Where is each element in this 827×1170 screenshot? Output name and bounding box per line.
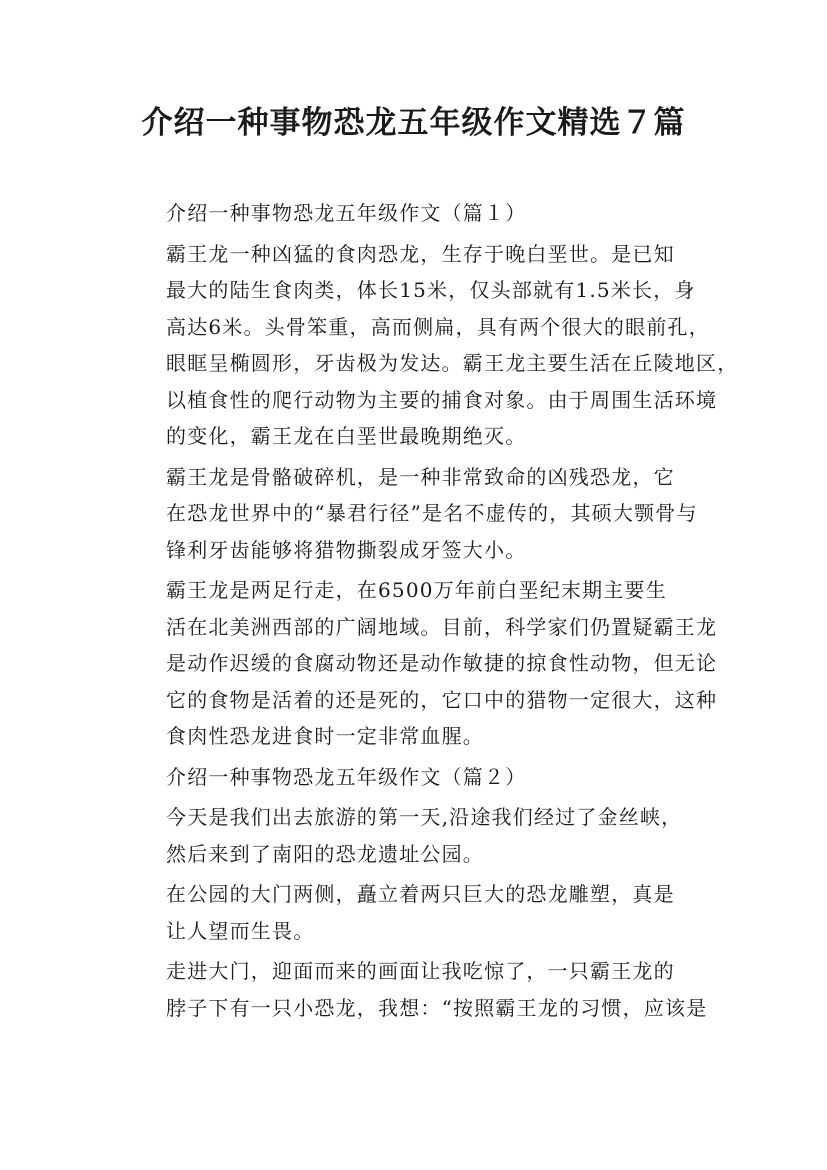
text-line: 以植食性的爬行动物为主要的捕食对象。由于周围生活环境 — [166, 387, 718, 412]
document-body — [126, 195, 739, 1030]
text-line: 介绍一种事物恐龙五年级作文（篇２） — [166, 764, 527, 789]
text-line: 是动作迟缓的食腐动物还是动作敏捷的掠食性动物，但无论 — [166, 651, 718, 675]
paragraph — [126, 876, 706, 949]
text-line: 然后来到了南阳的恐龙遗址公园。 — [166, 841, 484, 866]
text-line: 活在北美洲西部的广阔地域。目前，科学家们仍置疑霸王龙 — [166, 614, 718, 639]
text-line: 霸王龙一种凶猛的食肉恐龙，生存于晚白垩世。是已知 — [166, 241, 675, 266]
document-title: 介绍一种事物恐龙五年级作文精选７篇 — [141, 105, 686, 141]
text-line: 今天是我们出去旅游的第一天,沿途我们经过了金丝峡， — [166, 805, 683, 829]
text-line: 食肉性恐龙进食时一定非常血腥。 — [166, 724, 484, 748]
text-line: 在恐龙世界中的“暴君行径”是名不虚传的，其硕大颚骨与 — [166, 501, 698, 525]
paragraph — [126, 953, 706, 1026]
section-heading — [126, 759, 706, 796]
text-line: 霸王龙是两足行走，在6500万年前白垩纪末期主要生 — [166, 578, 667, 602]
paragraph — [126, 236, 739, 455]
paragraph — [126, 572, 718, 755]
text-line: 让人望而生畏。 — [166, 918, 315, 943]
text-line: 的变化，霸王龙在白垩世最晚期绝灭。 — [166, 424, 527, 448]
text-line: 介绍一种事物恐龙五年级作文（篇１） — [166, 201, 527, 225]
text-line: 脖子下有一只小恐龙，我想：“按照霸王龙的习惯，应该是 — [166, 995, 708, 1020]
text-line: 它的食物是活着的还是死的，它口中的猎物一定很大，这种 — [166, 687, 718, 712]
text-line: 走进大门，迎面而来的画面让我吃惊了，一只霸王龙的 — [166, 959, 675, 983]
text-line: 锋利牙齿能够将猎物撕裂成牙签大小。 — [166, 537, 527, 562]
text-line: 在公园的大门两侧，矗立着两只巨大的恐龙雕塑，真是 — [166, 882, 675, 906]
text-line: 最大的陆生食肉类，体长15米，仅头部就有1.5米长，身 — [166, 278, 696, 302]
text-line: 霸王龙是骨骼破碎机，是一种非常致命的凶残恐龙，它 — [166, 464, 675, 489]
text-line: 高达6米。头骨笨重，高而侧扁，具有两个很大的眼前孔， — [166, 314, 710, 339]
paragraph — [126, 459, 706, 569]
section-heading — [126, 195, 706, 232]
paragraph — [126, 799, 706, 872]
text-line: 眼眶呈椭圆形，牙齿极为发达。霸王龙主要生活在丘陵地区， — [166, 351, 739, 375]
